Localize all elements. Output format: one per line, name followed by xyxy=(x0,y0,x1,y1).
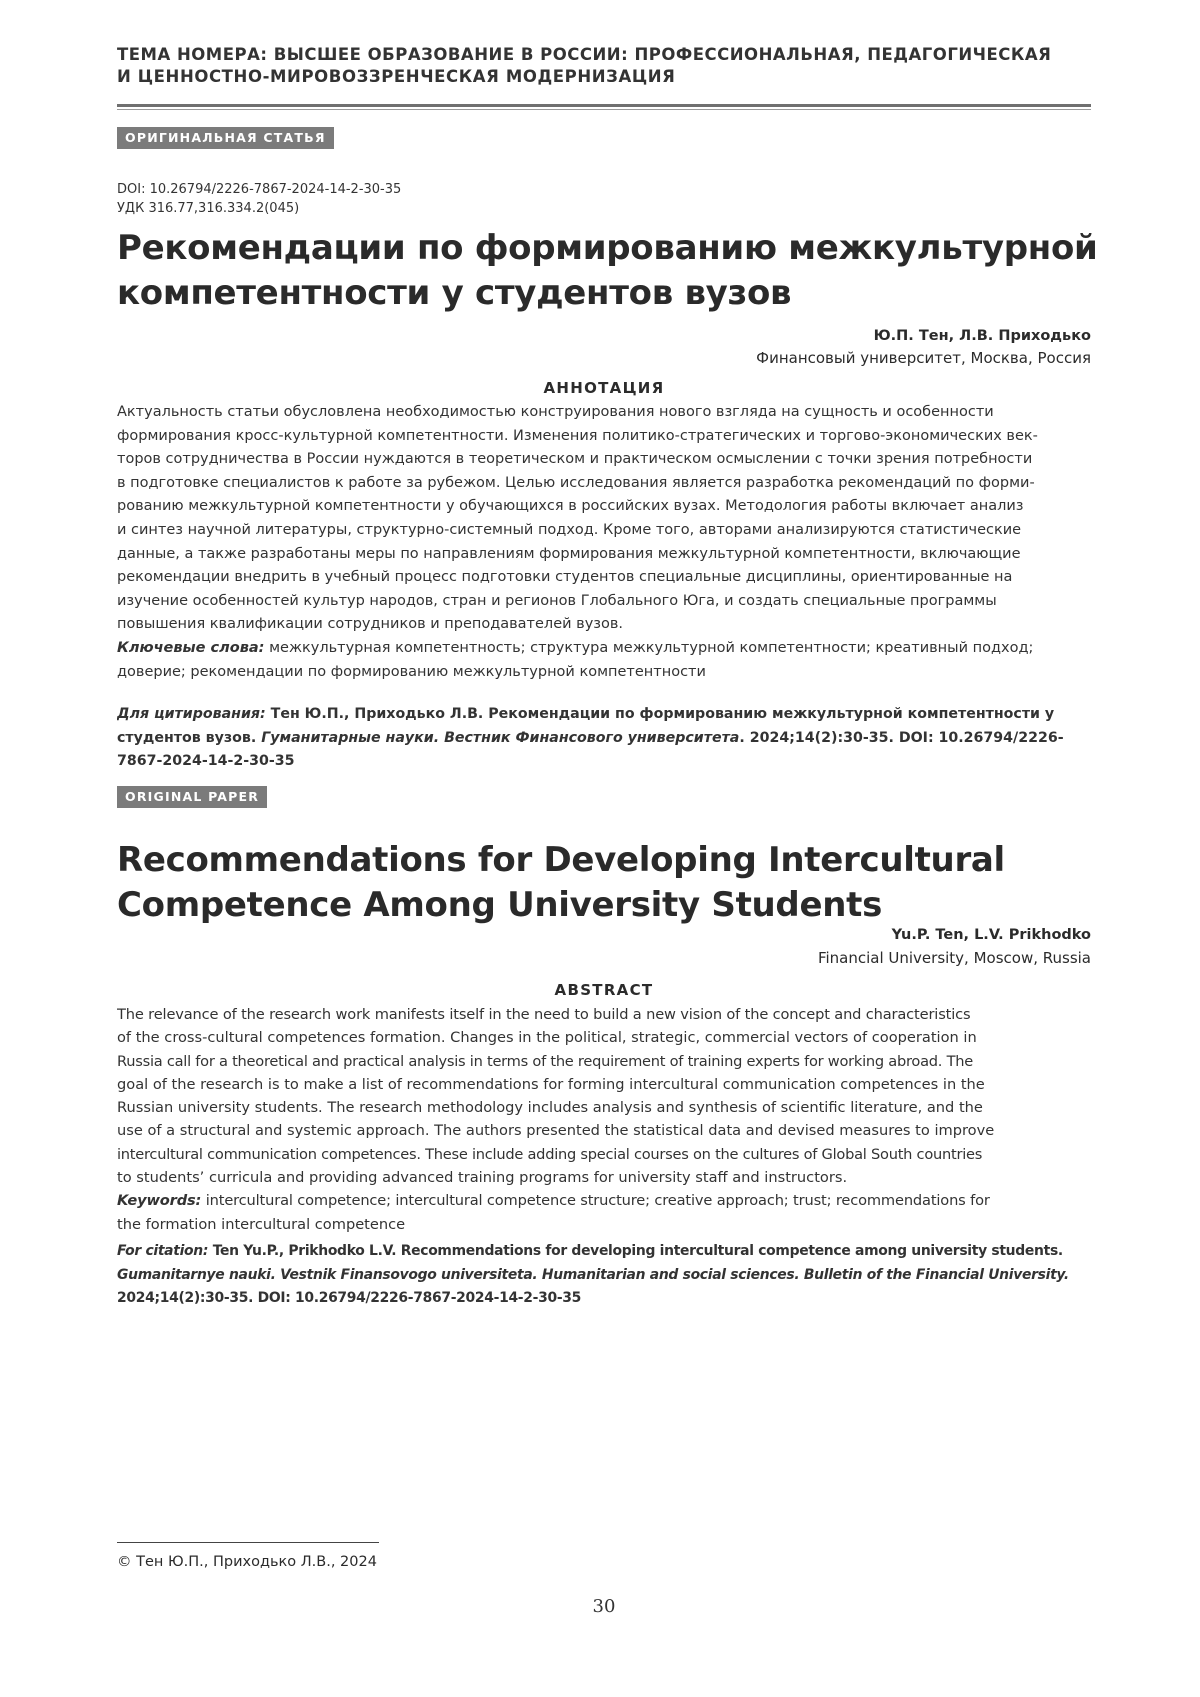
issue-rubric xyxy=(117,44,1091,88)
abstract-line: торов сотрудничества в России нуждаются в теоретическом и практическом осмыслении с точки зрения потребности xyxy=(117,448,1091,472)
article-meta xyxy=(117,180,401,218)
header-rule-thin xyxy=(117,109,1091,110)
affiliation-en: Financial University, Moscow, Russia xyxy=(818,948,1091,968)
citation-authors-title: Ten Yu.P., Prikhodko L.V. Recommendations for developing intercultural competence among university students. xyxy=(213,1243,1063,1259)
citation-line xyxy=(117,703,1091,727)
article-page xyxy=(117,0,1091,1697)
citation-line: 2024;14(2):30-35. DOI: 10.26794/2226-7867-2024-14-2-30-35 xyxy=(117,1287,1091,1311)
keywords-ru xyxy=(117,637,1091,661)
abstract-line: рованию межкультурной компетентности у обучающихся в российских вузах. Методология работы включает анализ xyxy=(117,495,1091,519)
citation-line: студентов вузов. Гуманитарные науки. Вестник Финансового университета. 2024;14(2):30-35. DOI: 10.26794/2226- xyxy=(117,727,1091,751)
udk: УДК 316.77,316.334.2(045) xyxy=(117,199,401,218)
abstract-line: of the cross-cultural competences formation. Changes in the political, strategic, commercial vectors of cooperation in xyxy=(117,1026,1091,1049)
article-title-en xyxy=(117,838,1091,928)
keywords-line: доверие; рекомендации по формированию межкультурной компетентности xyxy=(117,661,1091,685)
citation-label: For citation: xyxy=(117,1243,208,1259)
authors-ru: Ю.П. Тен, Л.В. Приходько xyxy=(874,326,1091,346)
citation-journal: Gumanitarnye nauki. Vestnik Finansovogo universiteta. Humanitarian and social sciences. Bulletin of the Financial University. xyxy=(117,1267,1069,1283)
rubric-line-1: ТЕМА НОМЕРА: ВЫСШЕЕ ОБРАЗОВАНИЕ В РОССИИ: ПРОФЕССИОНАЛЬНАЯ, ПЕДАГОГИЧЕСКАЯ xyxy=(117,44,1091,66)
abstract-line: и синтез научной литературы, структурно-системный подход. Кроме того, авторами анализируются статистические xyxy=(117,519,1091,543)
abstract-line: Актуальность статьи обусловлена необходимостью конструирования нового взгляда на сущность и особенности xyxy=(117,401,1091,425)
rubric-line-2: И ЦЕННОСТНО-МИРОВОЗЗРЕНЧЕСКАЯ МОДЕРНИЗАЦИЯ xyxy=(117,66,1091,88)
citation-authors-title: Тен Ю.П., Приходько Л.В. Рекомендации по формированию межкультурной компетентности у xyxy=(271,706,1055,722)
keywords-text: intercultural competence; intercultural competence structure; creative approach; trust; recommendations for xyxy=(206,1192,990,1209)
keywords-en xyxy=(117,1189,1091,1212)
abstract-line: intercultural communication competences. These include adding special courses on the cultures of Global South countries xyxy=(117,1143,1091,1166)
footnote-rule xyxy=(117,1542,379,1543)
citation-ru xyxy=(117,703,1091,774)
abstract-line: формирования кросс-культурной компетентности. Изменения политико-стратегических и торгово-экономических век- xyxy=(117,425,1091,449)
doi: DOI: 10.26794/2226-7867-2024-14-2-30-35 xyxy=(117,180,401,199)
abstract-heading-ru: АННОТАЦИЯ xyxy=(117,378,1091,398)
citation-year-doi: . 2024;14(2):30-35. DOI: 10.26794/2226- xyxy=(739,730,1063,746)
abstract-line: изучение особенностей культур народов, стран и регионов Глобального Юга, и создать специальные программы xyxy=(117,590,1091,614)
title-line: Recommendations for Developing Intercultural xyxy=(117,838,1091,883)
original-paper-badge: ORIGINAL PAPER xyxy=(117,786,267,808)
copyright: © Тен Ю.П., Приходько Л.В., 2024 xyxy=(117,1552,377,1572)
abstract-line: to students’ curricula and providing advanced training programs for university staff and instructors. xyxy=(117,1166,1091,1189)
title-line: компетентности у студентов вузов xyxy=(117,271,1091,316)
abstract-line: Russian university students. The research methodology includes analysis and synthesis of scientific literature, and the xyxy=(117,1096,1091,1119)
abstract-line: use of a structural and systemic approach. The authors presented the statistical data and devised measures to improve xyxy=(117,1119,1091,1142)
citation-line: 7867-2024-14-2-30-35 xyxy=(117,750,1091,774)
abstract-line: данные, а также разработаны меры по направлениям формирования межкультурной компетентности, включающие xyxy=(117,543,1091,567)
citation-journal: Гуманитарные науки. Вестник Финансового университета xyxy=(261,730,739,746)
keywords-label: Keywords: xyxy=(117,1192,201,1209)
abstract-line: в подготовке специалистов к работе за рубежом. Целью исследования является разработка рекомендаций по форми- xyxy=(117,472,1091,496)
abstract-heading-en: ABSTRACT xyxy=(117,980,1091,1000)
citation-title-end: студентов вузов xyxy=(117,730,251,746)
abstract-line: goal of the research is to make a list of recommendations for forming intercultural communication competences in the xyxy=(117,1073,1091,1096)
keywords-label: Ключевые слова: xyxy=(117,640,264,656)
abstract-en xyxy=(117,1003,1091,1236)
abstract-line: повышения квалификации сотрудников и преподавателей вузов. xyxy=(117,613,1091,637)
page-number: 30 xyxy=(117,1596,1091,1617)
citation-line xyxy=(117,1240,1091,1264)
header-rule-thick xyxy=(117,104,1091,107)
citation-en xyxy=(117,1240,1091,1311)
original-article-badge: ОРИГИНАЛЬНАЯ СТАТЬЯ xyxy=(117,127,334,149)
citation-line xyxy=(117,1264,1091,1288)
title-line: Competence Among University Students xyxy=(117,883,1091,928)
keywords-line: the formation intercultural competence xyxy=(117,1213,1091,1236)
citation-label: Для цитирования: xyxy=(117,706,266,722)
abstract-line: The relevance of the research work manifests itself in the need to build a new vision of the concept and characteristics xyxy=(117,1003,1091,1026)
title-line: Рекомендации по формированию межкультурной xyxy=(117,226,1091,271)
abstract-ru xyxy=(117,401,1091,684)
abstract-line: Russia call for a theoretical and practical analysis in terms of the requirement of training experts for working abroad. The xyxy=(117,1050,1091,1073)
affiliation-ru: Финансовый университет, Москва, Россия xyxy=(756,348,1091,368)
abstract-line: рекомендации внедрить в учебный процесс подготовки студентов специальные дисциплины, ориентированные на xyxy=(117,566,1091,590)
authors-en: Yu.P. Ten, L.V. Prikhodko xyxy=(892,925,1091,945)
article-title-ru xyxy=(117,226,1091,316)
keywords-text: межкультурная компетентность; структура межкультурной компетентности; креативный подход; xyxy=(269,640,1033,656)
